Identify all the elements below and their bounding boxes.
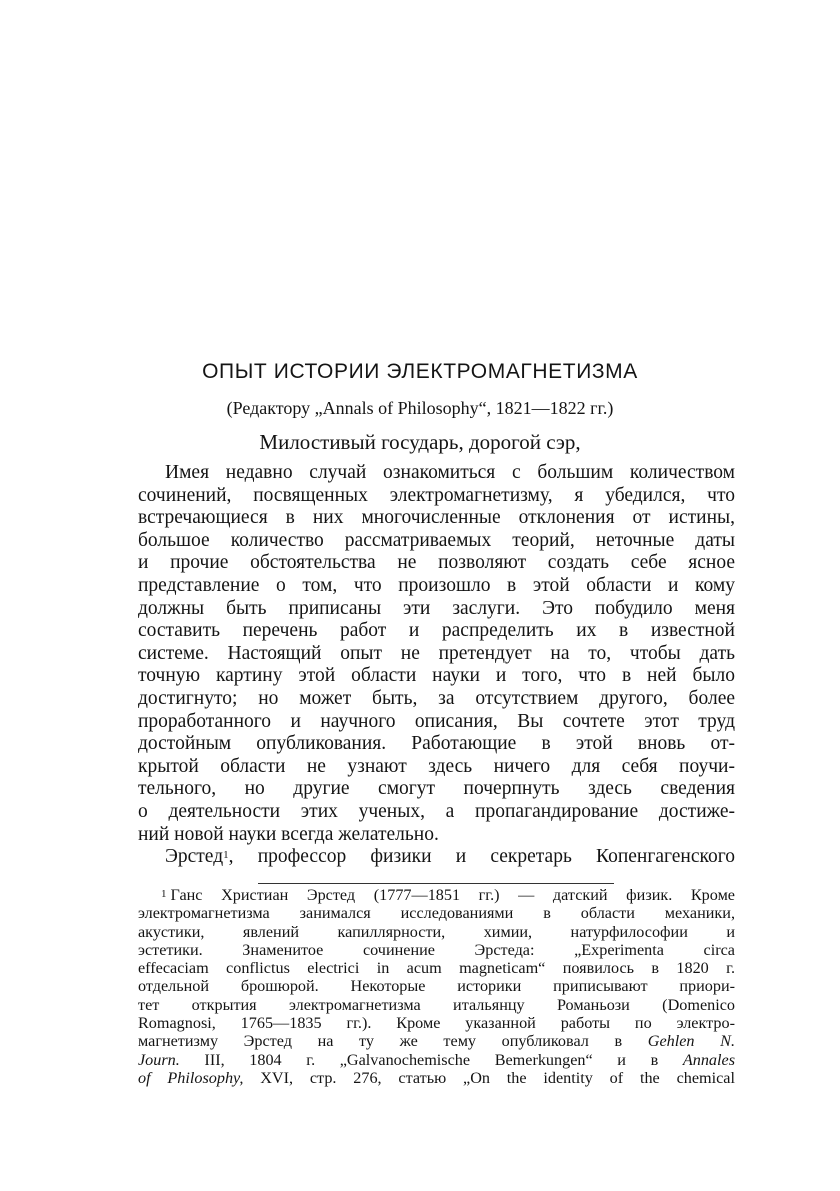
- article-title: ОПЫТ ИСТОРИИ ЭЛЕКТРОМАГНЕТИЗМА: [202, 360, 638, 383]
- footnote-line: эстетики. Знаменитое сочинение Эрстеда: „Experimenta circa: [138, 940, 735, 959]
- article-subtitle: (Редактору „Annals of Philosophy“, 1821—1822 гг.): [226, 398, 614, 418]
- salutation: Милостивый государь, дорогой сэр,: [259, 430, 581, 454]
- text-line: составить перечень работ и распределить их в известной: [138, 620, 735, 642]
- text-line: Имея недавно случай ознакомиться с большим количеством: [165, 462, 735, 483]
- text-line: тельного, но другие смогут почерпнуть здесь сведения: [138, 778, 735, 800]
- text-line: [138, 846, 735, 869]
- footnote-line: электромагнетизма занимался исследованиями в области механики,: [138, 904, 735, 923]
- text-fragment: III, 1804 г. „Galvanochemische Bemerkungen“ и в: [179, 1050, 683, 1069]
- text-line: крытой области не узнают здесь ничего для себя поучи-: [138, 755, 735, 777]
- text-line: представление о том, что произошло в этой области и кому: [138, 574, 735, 596]
- footnote: [138, 886, 735, 1087]
- footnote-line: [138, 886, 735, 904]
- footnote-line: акустики, явлений капиллярности, химии, натурфилософии и: [138, 922, 735, 941]
- text-line: достигнуто; но может быть, за отсутствием другого, более: [138, 687, 735, 709]
- text-line: системе. Настоящий опыт не претендует на то, чтобы дать: [138, 642, 735, 664]
- text-line: должны быть приписаны эти заслуги. Это побудило меня: [138, 597, 735, 619]
- footnote-line: тет открытия электромагнетизма итальянцу Романьози (Domenico: [138, 995, 735, 1014]
- citation-italic: Annales: [682, 1050, 735, 1069]
- text-fragment: XVI, стр. 276, статью „On the identity of the chemical: [243, 1068, 735, 1087]
- footnote-line: [138, 1051, 735, 1069]
- paragraph-intro: [138, 462, 735, 846]
- text-line: и прочие обстоятельства не позволяют создать себе ясное: [138, 552, 735, 574]
- text-line: о деятельности этих ученых, а пропагандирование достиже-: [138, 800, 735, 822]
- text-line: точную картину этой области науки и того, что в ней было: [138, 665, 735, 687]
- text-line: достойным опубликования. Работающие в этой вновь от-: [138, 733, 735, 755]
- footnote-reference[interactable]: 1: [223, 849, 229, 861]
- text-line: сочинений, посвященных электромагнетизму, я убедился, что: [138, 484, 735, 506]
- footnote-line: отдельной брошюрой. Некоторые историки приписывают приори-: [138, 977, 735, 996]
- citation-italic: Gehlen N.: [647, 1032, 735, 1051]
- citation-italic: Journ.: [138, 1050, 180, 1069]
- footnote-divider: [258, 883, 614, 884]
- text-line: ний новой науки всегда желательно.: [138, 823, 439, 845]
- footnote-line: [138, 1032, 735, 1050]
- footnote-line: effecaciam conflictus electrici in acum magneticam“ появилось в 1820 г.: [138, 959, 735, 978]
- text-line: большое количество рассматриваемых теорий, неточные даты: [138, 529, 735, 551]
- footnote-line: [138, 1069, 735, 1087]
- text-fragment: Эрстед: [165, 846, 224, 867]
- footnote-line: Romagnosi, 1765—1835 гг.). Кроме указанной работы по электро-: [138, 1014, 735, 1033]
- footnote-mark: 1: [161, 888, 167, 900]
- text-line: встречающиеся в них многочисленные отклонения от истины,: [138, 507, 735, 529]
- citation-italic: of Philosophy,: [138, 1068, 244, 1087]
- text-line: проработанного и научного описания, Вы сочтете этот труд: [138, 710, 735, 732]
- text-fragment: магнетизму Эрстед на ту же тему опубликовал в: [138, 1032, 648, 1051]
- paragraph-oersted: [138, 846, 735, 869]
- text-fragment: Ганс Христиан Эрстед (1777—1851 гг.) — датский физик. Кроме: [170, 886, 735, 904]
- text-fragment: , профессор физики и секретарь Копенгагенского: [228, 846, 735, 867]
